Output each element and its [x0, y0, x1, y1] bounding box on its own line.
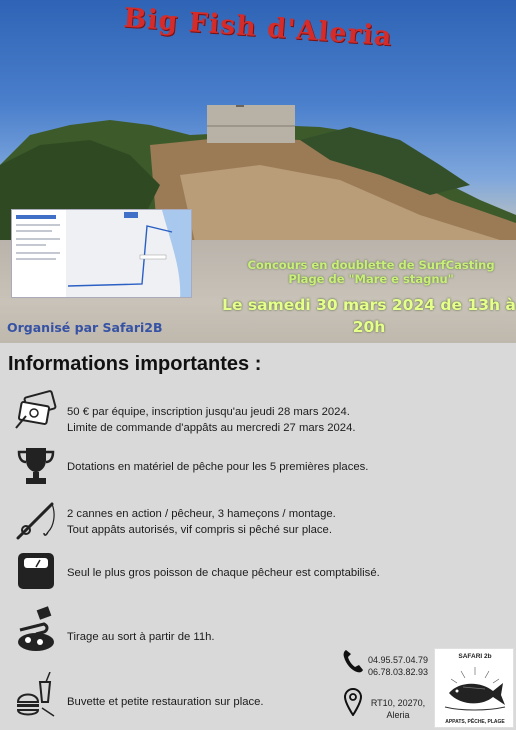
- location-pin-icon: [344, 688, 362, 716]
- hero-photo: [0, 0, 516, 343]
- info-title: Informations importantes :: [8, 353, 262, 375]
- phone-numbers: [365, 654, 431, 678]
- event-date: [222, 294, 516, 338]
- contest-line-2: Plage de "Mare e stagnu": [288, 272, 454, 286]
- logo-name: SAFARI 2b: [458, 653, 492, 660]
- item-3-line-1: 2 cannes en action / pêcheur, 3 hameçons / montage.: [67, 508, 336, 520]
- food-icon: [14, 672, 58, 720]
- item-2-line-1: Dotations en matériel de pêche pour les 5 premières places.: [67, 461, 369, 473]
- event-title: Big Fish d'Aleria: [122, 2, 394, 53]
- item-1-line-2: Limite de commande d'appâts au mercredi 27 mars 2024.: [67, 422, 356, 434]
- address-line-2: Aleria: [386, 710, 410, 720]
- phone-icon: [342, 648, 364, 674]
- trophy-icon: [14, 446, 58, 486]
- organiser-text: Organisé par Safari2B: [7, 320, 163, 335]
- contest-line-1: Concours en doublette de SurfCasting: [247, 258, 495, 272]
- lottery-icon: [14, 606, 58, 652]
- scale-icon: [14, 552, 58, 592]
- contest-description: [240, 258, 502, 286]
- map-thumbnail: [11, 209, 192, 298]
- item-5-line-1: Tirage au sort à partir de 11h.: [67, 631, 215, 643]
- phone-number-1: 04.95.57.04.79: [367, 655, 429, 665]
- address: [362, 697, 434, 721]
- item-4-line-1: Seul le plus gros poisson de chaque pêcheur est comptabilisé.: [67, 567, 380, 579]
- money-icon: [14, 390, 58, 430]
- logo-tagline: APPATS, PÊCHE, PLAGE: [445, 719, 505, 725]
- item-1-line-1: 50 € par équipe, inscription jusqu'au jeudi 28 mars 2024.: [67, 406, 350, 418]
- fish-logo-icon: [441, 663, 509, 717]
- item-3-line-2: Tout appâts autorisés, vif compris si pêché sur place.: [67, 524, 332, 536]
- safari2b-logo: [434, 648, 514, 728]
- phone-number-2: 06.78.03.82.93: [367, 667, 429, 677]
- date-line-2: 20h: [352, 318, 386, 336]
- address-line-1: RT10, 20270,: [370, 698, 426, 708]
- map-illustration: [12, 210, 192, 298]
- date-line-1: Le samedi 30 mars 2024 de 13h à: [222, 296, 516, 314]
- fishing-rod-icon: [14, 500, 58, 540]
- item-6-line-1: Buvette et petite restauration sur place.: [67, 696, 264, 708]
